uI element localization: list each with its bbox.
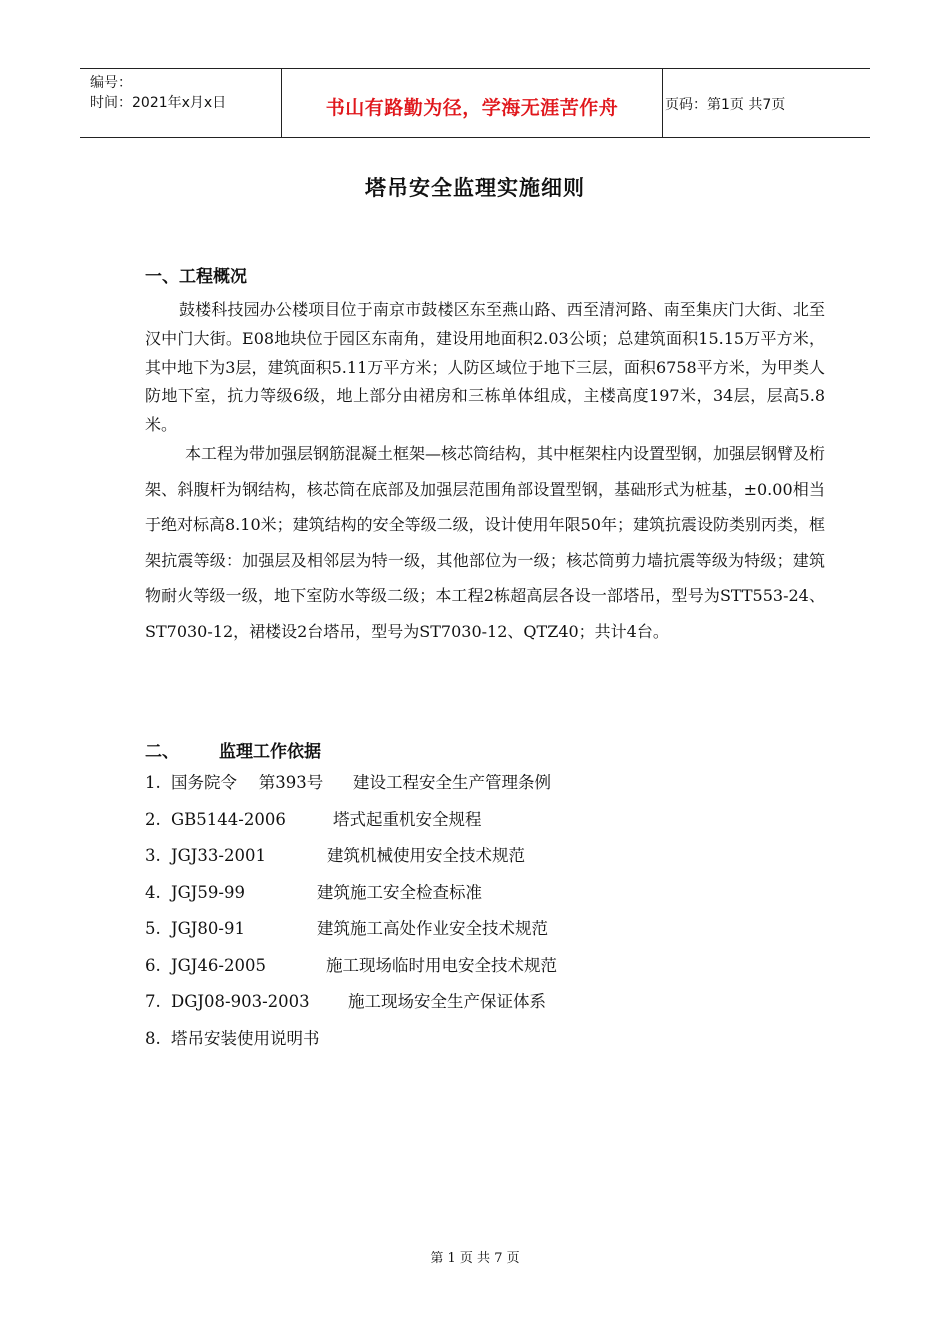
list-item-code: JGJ59-99 [171, 882, 245, 902]
overview-heading: 一、工程概况 [145, 267, 247, 287]
document-title: 塔吊安全监理实施细则 [365, 176, 585, 200]
page-info: 页码：第1页 共7页 [665, 97, 786, 113]
overview-paragraph-1: 鼓楼科技园办公楼项目位于南京市鼓楼区东至燕山路、西至清河路、南至集庆门大街、北至汉中门大街。E08地块位于园区东南角，建设用地面积2.03公顷；总建筑面积15.15万平方米，其中地下为3层，建筑面积5.11万平方米；人防区域位于地下三层，面积6758平方米，为甲类人防地下室，抗力等级6级，地上部分由裙房和三栋单体组成，主楼高度197米，34层，层高5.8米。 [145, 300, 825, 435]
serial-label: 编号： [90, 75, 132, 91]
overview-paragraph-2: 本工程为带加强层钢筋混凝土框架—核芯筒结构，其中框架柱内设置型钢，加强层钢臂及桁架、斜腹杆为钢结构，核芯筒在底部及加强层范围角部设置型钢，基础形式为桩基，±0.00相当于绝对标高8.10米；建筑结构的安全等级二级，设计使用年限50年；建筑抗震设防类别丙类，框架抗震等级：加强层及相邻层为特一级，其他部位为一级；核芯筒剪力墙抗震等级为特级；建筑物耐火等级一级，地下室防水等级二级；本工程2栋超高层各设一部塔吊，型号为STT553-24、ST7030-12，裙楼设2台塔吊，型号为ST7030-12、QTZ40；共计4台。 [145, 444, 826, 641]
list-item-number: 4. [145, 882, 161, 902]
list-item-desc: 施工现场临时用电安全技术规范 [326, 955, 557, 975]
list-item-number: 3. [145, 846, 161, 865]
list-item-number: 5. [145, 919, 161, 938]
list-item-desc: 建筑施工高处作业安全技术规范 [317, 919, 548, 938]
list-item-desc: 建筑机械使用安全技术规范 [327, 846, 525, 865]
list-item [145, 987, 546, 1024]
page-footer: 第 1 页 共 7 页 [430, 1251, 520, 1266]
list-item-code: 国务院令 第393号 [171, 773, 324, 792]
list-item [145, 1024, 323, 1061]
list-item-desc: 建筑施工安全检查标准 [317, 882, 482, 902]
list-item [145, 768, 551, 805]
list-item [145, 914, 548, 951]
basis-heading-number: 二、 [145, 742, 179, 762]
list-item-code: JGJ46-2005 [171, 955, 266, 975]
list-item-desc: 建设工程安全生产管理条例 [353, 773, 551, 792]
list-item [145, 878, 482, 915]
list-item [145, 841, 525, 878]
list-item-number: 2. [145, 809, 161, 829]
list-item-code: JGJ33-2001 [171, 846, 266, 865]
list-item [145, 805, 482, 842]
list-item-desc: 施工现场安全生产保证体系 [348, 992, 546, 1011]
header-motto-cell [281, 69, 663, 137]
motto-text: 书山有路勤为径，学海无涯苦作舟 [325, 97, 619, 119]
time-label: 时间：2021年x月x日 [90, 95, 227, 111]
list-item-code: 塔吊安装使用说明书 [171, 1028, 320, 1048]
basis-list [145, 768, 557, 1060]
basis-heading [145, 737, 321, 762]
list-item-number: 1. [145, 773, 161, 792]
basis-heading-text: 监理工作依据 [219, 742, 321, 762]
list-item-code: GB5144-2006 [171, 809, 286, 829]
header-table [80, 68, 870, 138]
list-item-number: 6. [145, 955, 161, 975]
list-item-code: JGJ80-91 [171, 919, 245, 938]
header-left-cell [90, 73, 280, 113]
list-item [145, 951, 557, 988]
list-item-desc: 塔式起重机安全规程 [333, 809, 482, 829]
list-item-number: 8. [145, 1028, 161, 1048]
list-item-number: 7. [145, 992, 161, 1011]
list-item-code: DGJ08-903-2003 [171, 992, 310, 1011]
